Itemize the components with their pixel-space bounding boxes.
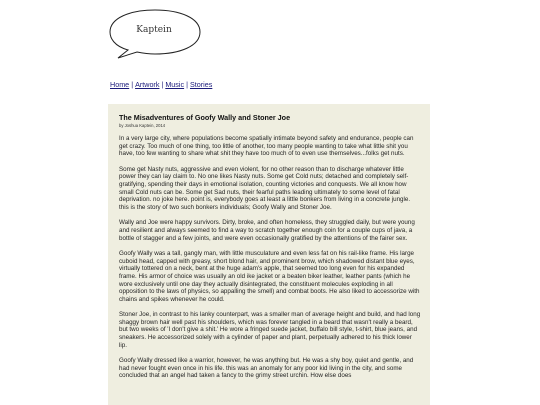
logo-speech-bubble[interactable] (108, 8, 204, 60)
nav-separator: | (161, 80, 164, 89)
story-paragraph: Goofy Wally was a tall, gangly man, with little musculature and even less fat on his rail-like frame. His large cuboid head, capped with greasy, short blond hair, and prominent brow, which shadowed distant blue eyes, virtually tottered on a neck, bent at the huge adam's apple, that seemed too long even for his expanded frame. His armor of choice was usually an old ike jacket or a beaten biker leather, leather pants (which he wore exclusively until one day they actually disintegrated, the constituent molecules exploding in all opposition to the laws of physics, so appalling the smell) and combat boots. He also liked to accessorize with chains and spikes whenever he could. (119, 250, 420, 303)
nav-link-music[interactable]: Music (165, 80, 185, 89)
story-panel[interactable] (108, 104, 430, 405)
logo-text: Kaptein (136, 25, 172, 35)
story-paragraph: Wally and Joe were happy survivors. Dirty, broke, and often homeless, they struggled daily, but were young and resilient and always seemed to find a way to scratch together enough coin for a couple cups of java, a bottle of stagger and a few joints, and were even occasionally gratified by the attentions of the fairer sex. (119, 219, 415, 242)
story-byline: by Joshua Kaptein, 2014 (119, 123, 166, 128)
nav-link-stories[interactable]: Stories (189, 80, 213, 89)
story-paragraph: Goofy Wally dressed like a warrior, however, he was anything but. He was a shy boy, quiet and gentle, and had never fought even once in his life. this was an anomaly for any poor kid living in the city, and some concluded that an angel had taken a fancy to the grimy street urchin. How else does (119, 357, 414, 380)
story-paragraph: Some get Nasty nuts, aggressive and even violent, for no other reason than to discharge whatever little power they can lay claim to. No one likes Nasty nuts. Some get Cold nuts; detached and completely self-gratifying, spending their days in emotional isolation, counting victories and conquests. We all know how small Cold nuts can be. Some get Sad nuts, their fearful paths leading ultimately to some level of fatal deprivation. no joke here. point is, everybody goes at least a little bonkers from living in a concrete jungle. this is the story of two such bonkers individuals; Goofy Wally and Stoner Joe. (119, 165, 411, 211)
story-paragraph: In a very large city, where populations become spatially intimate beyond safety and endurance, people can get crazy. Too much of one thing, too little of another, too many people wanting to take what little shit you have, too few wanting to share what shit they have too much of to even use themselves...folks get nuts. (119, 135, 414, 158)
nav-separator: | (186, 80, 188, 89)
main-nav (110, 80, 212, 89)
nav-link-artwork[interactable]: Artwork (135, 80, 160, 89)
nav-link-home[interactable]: Home (110, 80, 130, 89)
story-paragraph: Stoner Joe, in contrast to his lanky counterpart, was a smaller man of average height and build, and had long shaggy brown hair well past his shoulders, which was forever tangled in a beard that wasn't really a beard, but two weeks of 'I don't give a shit.' He wore a fringed suede jacket, buffalo bill style, t-shirt, blue jeans, and sneakers. He accessorized solely with a cylinder of paper and plant, perpetually adhered to his thick lower lip. (119, 311, 421, 349)
nav-separator: | (131, 80, 134, 89)
story-title: The Misadventures of Goofy Wally and Stoner Joe (119, 113, 291, 122)
